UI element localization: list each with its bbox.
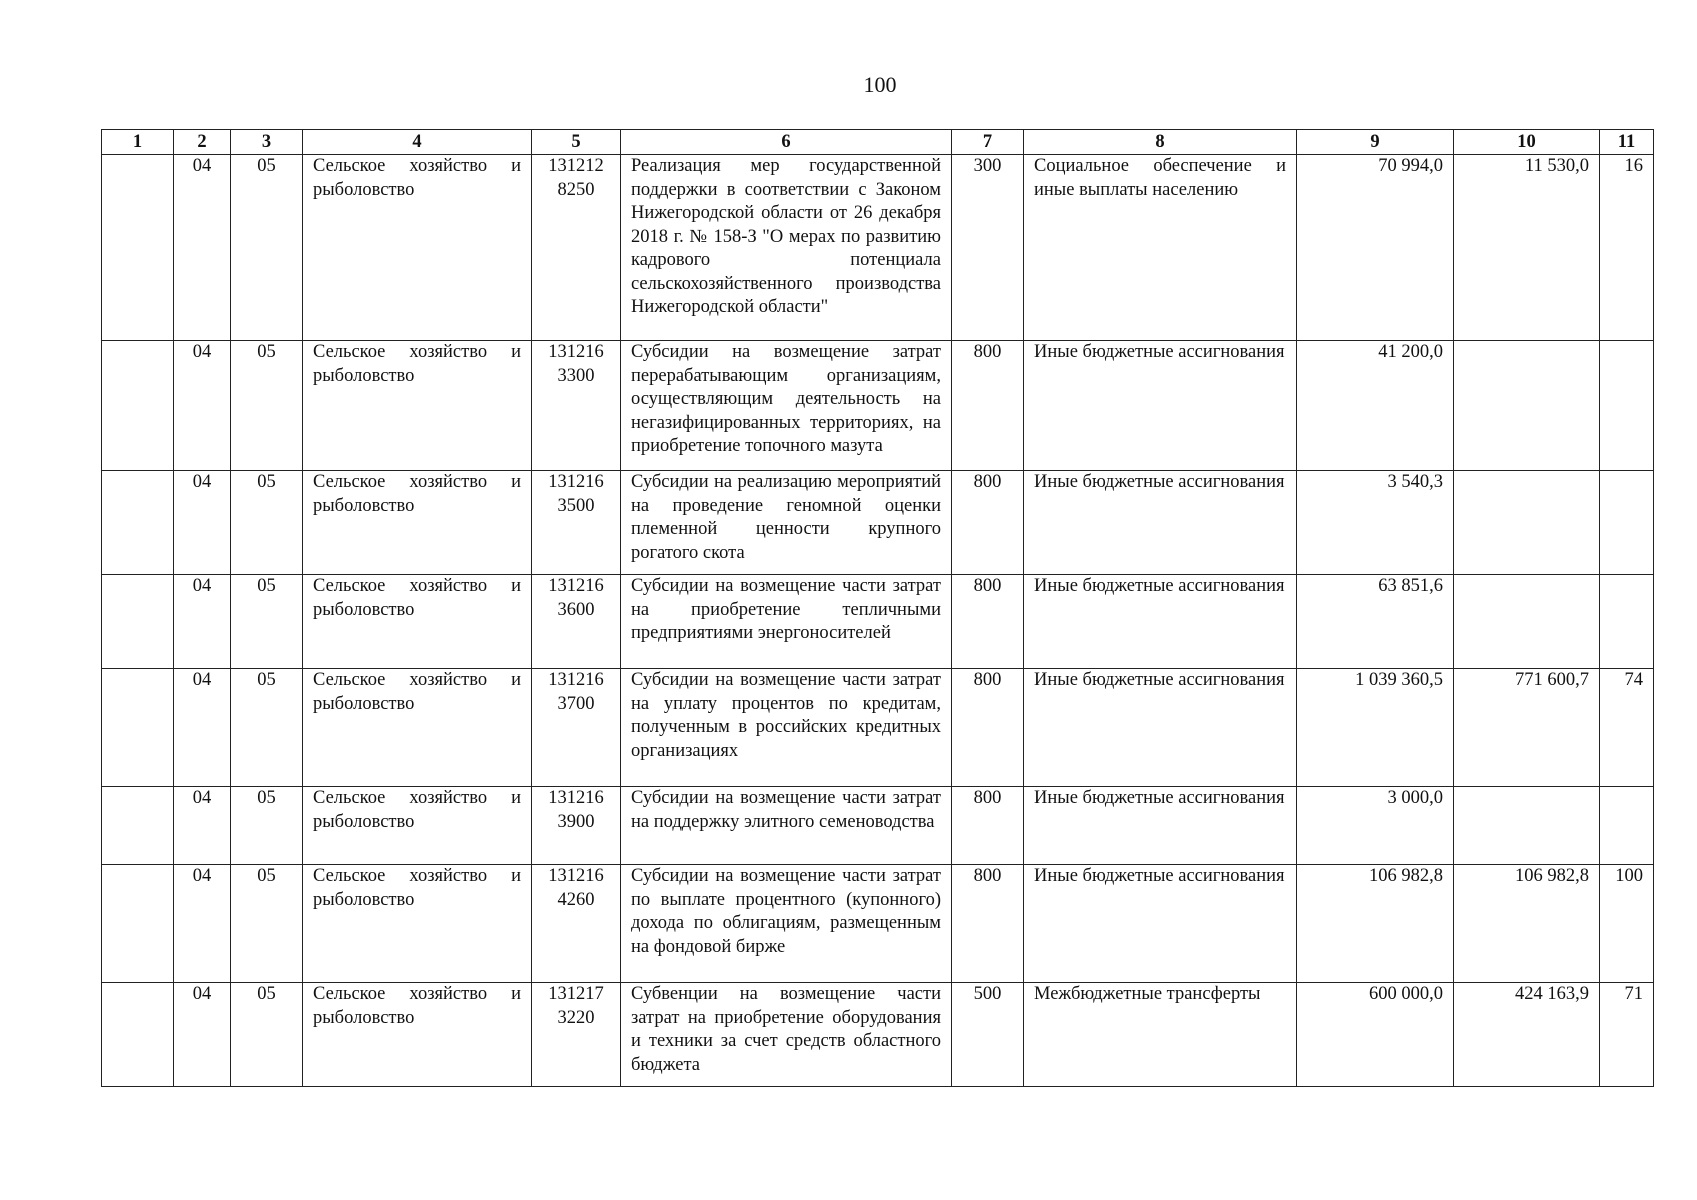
table-row xyxy=(102,669,1654,787)
cell-expense-type-name: Иные бюджетные ассигнования xyxy=(1024,575,1297,669)
cell-target-item-code xyxy=(532,155,621,341)
table-row xyxy=(102,865,1654,983)
cell-executed-amount xyxy=(1454,787,1600,865)
target-item-code-part-1: 131216 xyxy=(548,576,604,596)
cell-execution-percent: 16 xyxy=(1600,155,1654,341)
cell-execution-percent: 100 xyxy=(1600,865,1654,983)
cell-expense-type-code: 800 xyxy=(952,471,1024,575)
target-item-code-part-1: 131216 xyxy=(548,342,604,362)
target-item-code-part-1: 131216 xyxy=(548,866,604,886)
cell-planned-amount: 63 851,6 xyxy=(1297,575,1454,669)
target-item-code-part-2: 4260 xyxy=(557,889,595,910)
cell-expense-type-code: 300 xyxy=(952,155,1024,341)
cell-section-code: 04 xyxy=(174,787,231,865)
target-item-code-part-1: 131216 xyxy=(548,472,604,492)
cell-planned-amount: 3 540,3 xyxy=(1297,471,1454,575)
cell-expense-type-code: 500 xyxy=(952,983,1024,1087)
cell-executed-amount: 11 530,0 xyxy=(1454,155,1600,341)
column-header-5: 5 xyxy=(532,130,621,155)
cell-expense-type-name: Иные бюджетные ассигнования xyxy=(1024,471,1297,575)
cell-executed-amount xyxy=(1454,341,1600,471)
column-header-4: 4 xyxy=(303,130,532,155)
cell-planned-amount: 70 994,0 xyxy=(1297,155,1454,341)
cell-subsection-code: 05 xyxy=(231,787,303,865)
cell-target-item-name: Субсидии на возмещение части затрат на приобретение тепличными предприятиями энергоносителей xyxy=(621,575,952,669)
cell-target-item-code xyxy=(532,471,621,575)
cell-planned-amount: 600 000,0 xyxy=(1297,983,1454,1087)
cell-planned-amount: 1 039 360,5 xyxy=(1297,669,1454,787)
cell-section-name: Сельское хозяйство и рыболовство xyxy=(303,983,532,1087)
cell-execution-percent: 71 xyxy=(1600,983,1654,1087)
cell-subsection-code: 05 xyxy=(231,575,303,669)
cell-expense-type-code: 800 xyxy=(952,787,1024,865)
cell-target-item-code xyxy=(532,865,621,983)
cell-section-name: Сельское хозяйство и рыболовство xyxy=(303,155,532,341)
cell-expense-type-name: Межбюджетные трансферты xyxy=(1024,983,1297,1087)
column-header-2: 2 xyxy=(174,130,231,155)
cell-expense-type-code: 800 xyxy=(952,341,1024,471)
budget-table xyxy=(101,129,1654,1087)
column-header-10: 10 xyxy=(1454,130,1600,155)
target-item-code-part-2: 3600 xyxy=(557,599,595,620)
cell-col-1 xyxy=(102,865,174,983)
cell-expense-type-name: Иные бюджетные ассигнования xyxy=(1024,341,1297,471)
cell-subsection-code: 05 xyxy=(231,471,303,575)
cell-target-item-name: Субсидии на реализацию мероприятий на проведение геномной оценки племенной ценности крупного рогатого скота xyxy=(621,471,952,575)
cell-executed-amount: 771 600,7 xyxy=(1454,669,1600,787)
target-item-code-part-2: 3300 xyxy=(557,365,595,386)
cell-execution-percent xyxy=(1600,575,1654,669)
cell-expense-type-name: Социальное обеспечение и иные выплаты населению xyxy=(1024,155,1297,341)
cell-col-1 xyxy=(102,471,174,575)
cell-section-code: 04 xyxy=(174,669,231,787)
table-row xyxy=(102,787,1654,865)
cell-col-1 xyxy=(102,575,174,669)
target-item-code-part-1: 131212 xyxy=(548,156,604,176)
cell-expense-type-name: Иные бюджетные ассигнования xyxy=(1024,787,1297,865)
cell-planned-amount: 3 000,0 xyxy=(1297,787,1454,865)
table-row xyxy=(102,575,1654,669)
cell-section-name: Сельское хозяйство и рыболовство xyxy=(303,471,532,575)
cell-expense-type-code: 800 xyxy=(952,669,1024,787)
cell-col-1 xyxy=(102,155,174,341)
cell-subsection-code: 05 xyxy=(231,341,303,471)
target-item-code-part-2: 3900 xyxy=(557,811,595,832)
cell-executed-amount: 106 982,8 xyxy=(1454,865,1600,983)
page-number: 100 xyxy=(863,72,897,97)
cell-target-item-name: Реализация мер государственной поддержки в соответствии с Законом Нижегородской области от 26 декабря 2018 г. № 158-З "О мерах по развитию кадрового потенциала сельскохозяйственного производства Нижегородской области" xyxy=(621,155,952,341)
cell-col-1 xyxy=(102,669,174,787)
column-header-3: 3 xyxy=(231,130,303,155)
cell-section-code: 04 xyxy=(174,471,231,575)
target-item-code-part-1: 131217 xyxy=(548,984,604,1004)
target-item-code-part-1: 131216 xyxy=(548,788,604,808)
cell-col-1 xyxy=(102,787,174,865)
cell-executed-amount xyxy=(1454,471,1600,575)
cell-section-code: 04 xyxy=(174,575,231,669)
cell-section-name: Сельское хозяйство и рыболовство xyxy=(303,865,532,983)
cell-target-item-name: Субвенции на возмещение части затрат на приобретение оборудования и техники за счет средств областного бюджета xyxy=(621,983,952,1087)
cell-target-item-name: Субсидии на возмещение части затрат на поддержку элитного семеноводства xyxy=(621,787,952,865)
cell-section-name: Сельское хозяйство и рыболовство xyxy=(303,787,532,865)
table-row xyxy=(102,341,1654,471)
header-row xyxy=(102,130,1654,155)
column-header-11: 11 xyxy=(1600,130,1654,155)
table-body xyxy=(102,155,1654,1087)
cell-target-item-code xyxy=(532,983,621,1087)
cell-subsection-code: 05 xyxy=(231,155,303,341)
cell-col-1 xyxy=(102,341,174,471)
cell-section-code: 04 xyxy=(174,155,231,341)
cell-section-code: 04 xyxy=(174,341,231,471)
cell-target-item-code xyxy=(532,341,621,471)
cell-section-name: Сельское хозяйство и рыболовство xyxy=(303,575,532,669)
cell-section-name: Сельское хозяйство и рыболовство xyxy=(303,669,532,787)
cell-execution-percent: 74 xyxy=(1600,669,1654,787)
cell-section-name: Сельское хозяйство и рыболовство xyxy=(303,341,532,471)
cell-target-item-code xyxy=(532,787,621,865)
cell-execution-percent xyxy=(1600,787,1654,865)
cell-executed-amount xyxy=(1454,575,1600,669)
cell-subsection-code: 05 xyxy=(231,865,303,983)
cell-col-1 xyxy=(102,983,174,1087)
table-row xyxy=(102,155,1654,341)
cell-planned-amount: 106 982,8 xyxy=(1297,865,1454,983)
cell-planned-amount: 41 200,0 xyxy=(1297,341,1454,471)
cell-target-item-code xyxy=(532,669,621,787)
column-header-7: 7 xyxy=(952,130,1024,155)
cell-target-item-name: Субсидии на возмещение части затрат по выплате процентного (купонного) дохода по облигациям, размещенным на фондовой бирже xyxy=(621,865,952,983)
column-header-8: 8 xyxy=(1024,130,1297,155)
cell-execution-percent xyxy=(1600,341,1654,471)
cell-target-item-name: Субсидии на возмещение части затрат на уплату процентов по кредитам, полученным в российских кредитных организациях xyxy=(621,669,952,787)
cell-subsection-code: 05 xyxy=(231,669,303,787)
column-header-1: 1 xyxy=(102,130,174,155)
target-item-code-part-2: 8250 xyxy=(557,179,595,200)
cell-target-item-code xyxy=(532,575,621,669)
cell-section-code: 04 xyxy=(174,865,231,983)
target-item-code-part-1: 131216 xyxy=(548,670,604,690)
column-header-9: 9 xyxy=(1297,130,1454,155)
cell-executed-amount: 424 163,9 xyxy=(1454,983,1600,1087)
column-header-6: 6 xyxy=(621,130,952,155)
table-row xyxy=(102,471,1654,575)
target-item-code-part-2: 3700 xyxy=(557,693,595,714)
target-item-code-part-2: 3220 xyxy=(557,1007,595,1028)
cell-expense-type-name: Иные бюджетные ассигнования xyxy=(1024,669,1297,787)
table-row xyxy=(102,983,1654,1087)
cell-target-item-name: Субсидии на возмещение затрат перерабатывающим организациям, осуществляющим деятельность на негазифицированных территориях, на приобретение топочного мазута xyxy=(621,341,952,471)
target-item-code-part-2: 3500 xyxy=(557,495,595,516)
cell-execution-percent xyxy=(1600,471,1654,575)
cell-expense-type-name: Иные бюджетные ассигнования xyxy=(1024,865,1297,983)
cell-section-code: 04 xyxy=(174,983,231,1087)
cell-subsection-code: 05 xyxy=(231,983,303,1087)
cell-expense-type-code: 800 xyxy=(952,575,1024,669)
cell-expense-type-code: 800 xyxy=(952,865,1024,983)
